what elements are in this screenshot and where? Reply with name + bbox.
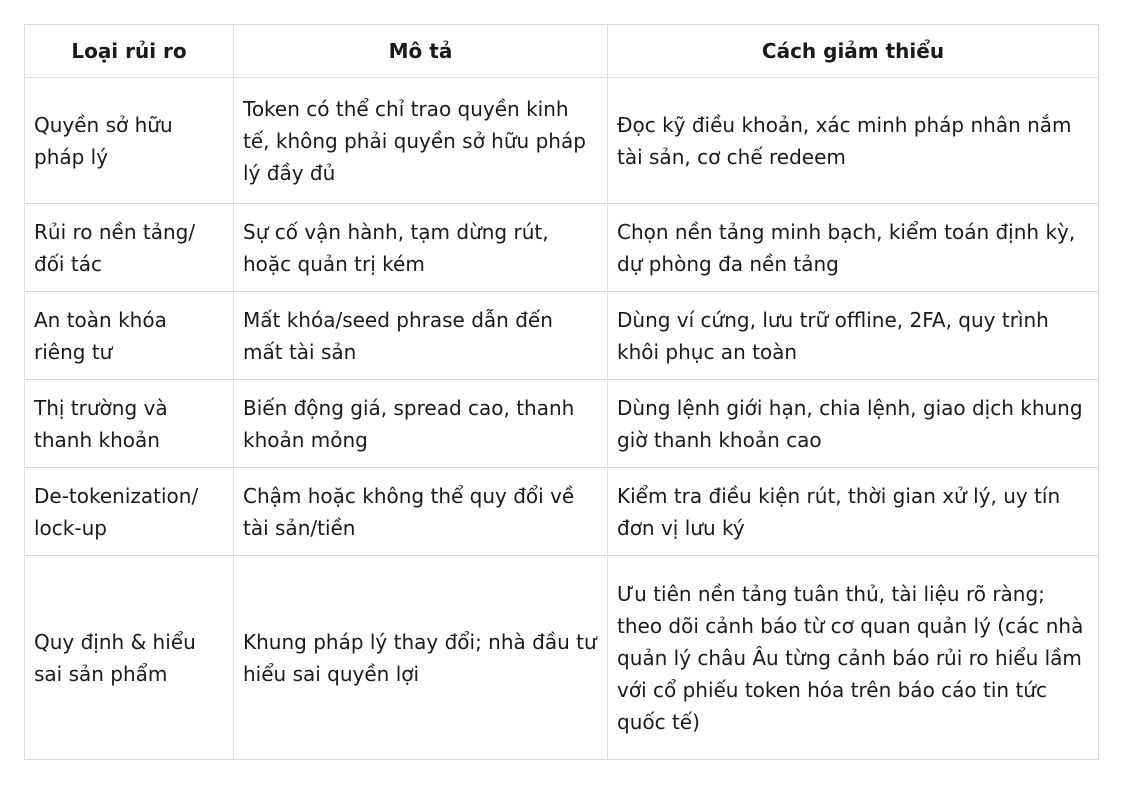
risk-type-cell: Rủi ro nền tảng/ đối tác	[25, 204, 234, 292]
mitigation-cell: Dùng ví cứng, lưu trữ offline, 2FA, quy trình khôi phục an toàn	[608, 292, 1099, 380]
mitigation-cell: Ưu tiên nền tảng tuân thủ, tài liệu rõ ràng; theo dõi cảnh báo từ cơ quan quản lý (các nhà quản lý châu Âu từng cảnh báo rủi ro hiểu lầm với cổ phiếu token hóa trên báo cáo tin tức quốc tế)	[608, 556, 1099, 760]
mitigation-cell: Đọc kỹ điều khoản, xác minh pháp nhân nắm tài sản, cơ chế redeem	[608, 78, 1099, 204]
description-cell: Khung pháp lý thay đổi; nhà đầu tư hiểu sai quyền lợi	[234, 556, 608, 760]
header-risk-type: Loại rủi ro	[25, 25, 234, 78]
risk-table	[24, 24, 1099, 760]
risk-type-cell: Quy định & hiểu sai sản phẩm	[25, 556, 234, 760]
table-row	[25, 292, 1099, 380]
description-cell: Mất khóa/seed phrase dẫn đến mất tài sản	[234, 292, 608, 380]
risk-type-cell: Thị trường và thanh khoản	[25, 380, 234, 468]
table-row	[25, 556, 1099, 760]
table-row	[25, 380, 1099, 468]
table-row	[25, 204, 1099, 292]
header-description: Mô tả	[234, 25, 608, 78]
risk-type-cell: De-tokenization/ lock-up	[25, 468, 234, 556]
mitigation-cell: Kiểm tra điều kiện rút, thời gian xử lý, uy tín đơn vị lưu ký	[608, 468, 1099, 556]
description-cell: Sự cố vận hành, tạm dừng rút, hoặc quản trị kém	[234, 204, 608, 292]
table-row	[25, 78, 1099, 204]
description-cell: Biến động giá, spread cao, thanh khoản mỏng	[234, 380, 608, 468]
description-cell: Chậm hoặc không thể quy đổi về tài sản/tiền	[234, 468, 608, 556]
header-row	[25, 25, 1099, 78]
mitigation-cell: Chọn nền tảng minh bạch, kiểm toán định kỳ, dự phòng đa nền tảng	[608, 204, 1099, 292]
risk-type-cell: Quyền sở hữu pháp lý	[25, 78, 234, 204]
risk-type-cell: An toàn khóa riêng tư	[25, 292, 234, 380]
mitigation-cell: Dùng lệnh giới hạn, chia lệnh, giao dịch khung giờ thanh khoản cao	[608, 380, 1099, 468]
description-cell: Token có thể chỉ trao quyền kinh tế, không phải quyền sở hữu pháp lý đầy đủ	[234, 78, 608, 204]
header-mitigation: Cách giảm thiểu	[608, 25, 1099, 78]
table-row	[25, 468, 1099, 556]
